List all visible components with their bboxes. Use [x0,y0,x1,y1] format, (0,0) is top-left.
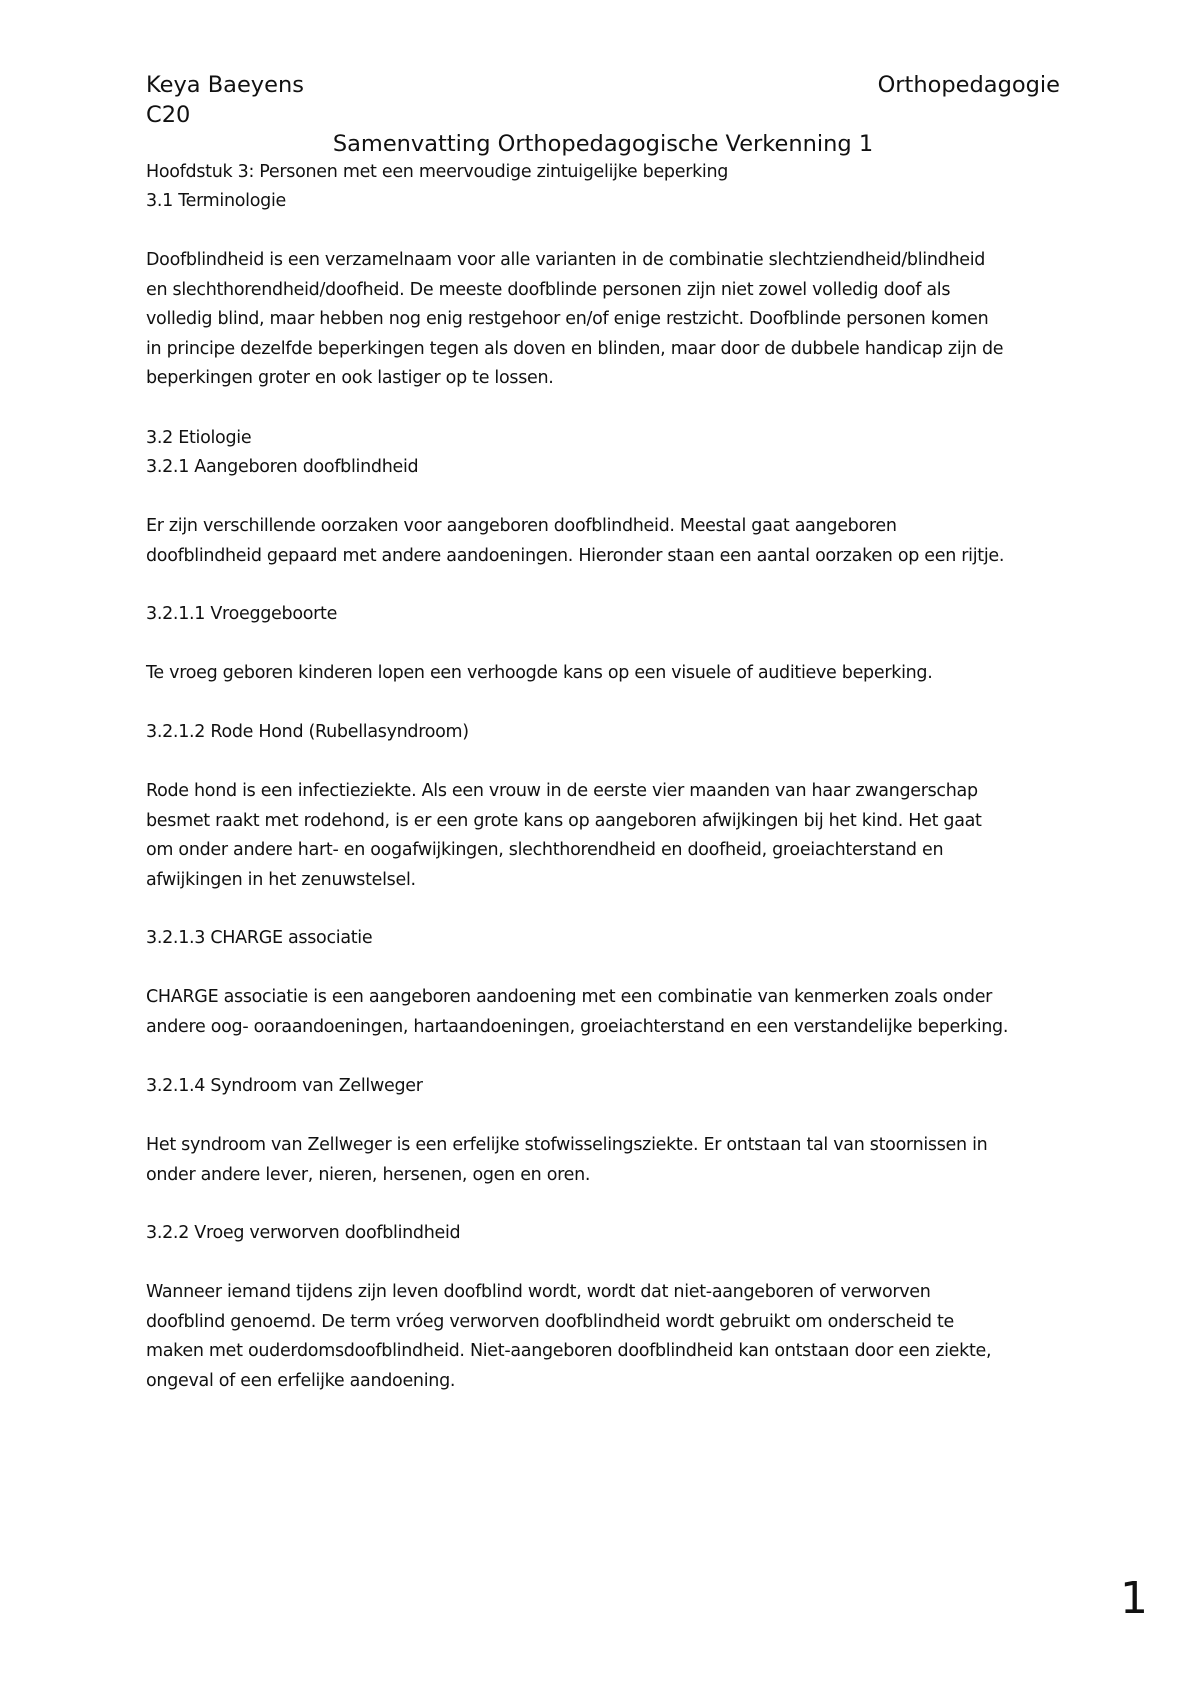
section-heading-3-2-2: 3.2.2 Vroeg verworven doofblindheid [146,1223,461,1243]
text-line: doofblindheid gepaard met andere aandoeningen. Hieronder staan een aantal oorzaken op een rijtje. [146,545,1005,566]
section-heading-3-2-1: 3.2.1 Aangeboren doofblindheid [146,457,419,477]
document-title: Samenvatting Orthopedagogische Verkenning 1 [332,131,874,157]
text-line: maken met ouderdomsdoofblindheid. Niet-aangeboren doofblindheid kan ontstaan door een ziekte, [146,1341,992,1361]
text-line: onder andere lever, nieren, hersenen, ogen en oren. [146,1164,591,1185]
text-line: Te vroeg geboren kinderen lopen een verhoogde kans op een visuele of auditieve beperking. [146,663,933,683]
paragraph-vroeggeboorte [146,659,1076,689]
header-left [146,70,304,130]
page-number: 1 [1120,1573,1148,1624]
text-line: in principe dezelfde beperkingen tegen als doven en blinden, maar door de dubbele handicap zijn de [146,338,1004,359]
class-code: C20 [146,102,191,128]
section-heading-3-2: 3.2 Etiologie [146,428,252,448]
text-line: beperkingen groter en ook lastiger op te lossen. [146,368,554,388]
text-line: andere oog- ooraandoeningen, hartaandoeningen, groeiachterstand en een verstandelijke beperking. [146,1016,1009,1037]
paragraph-rode-hond [146,777,1076,895]
section-heading-3-2-1-2: 3.2.1.2 Rode Hond (Rubellasyndroom) [146,722,469,742]
text-line: Het syndroom van Zellweger is een erfelijke stofwisselingsziekte. Er ontstaan tal van stoornissen in [146,1135,988,1155]
text-line: Wanneer iemand tijdens zijn leven doofblind wordt, wordt dat niet-aangeboren of verworven [146,1282,931,1302]
text-line: Doofblindheid is een verzamelnaam voor alle varianten in de combinatie slechtziendheid/blindheid [146,250,986,270]
section-heading-3-1: 3.1 Terminologie [146,191,286,211]
chapter-heading: Hoofdstuk 3: Personen met een meervoudige zintuigelijke beperking [146,162,729,182]
text-line: Rode hond is een infectieziekte. Als een vrouw in de eerste vier maanden van haar zwangerschap [146,781,978,801]
text-line: ongeval of een erfelijke aandoening. [146,1370,456,1391]
section-heading-3-2-1-1: 3.2.1.1 Vroeggeboorte [146,604,338,624]
text-line: besmet raakt met rodehond, is er een grote kans op aangeboren afwijkingen bij het kind. Het gaat [146,810,982,831]
paragraph-verworven [146,1278,1076,1396]
text-line: afwijkingen in het zenuwstelsel. [146,869,416,890]
paragraph-zellweger [146,1131,1076,1190]
text-line: CHARGE associatie is een aangeboren aandoening met een combinatie van kenmerken zoals onder [146,987,993,1007]
paragraph-charge [146,983,1076,1042]
text-line: om onder andere hart- en oogafwijkingen, slechthorendheid en doofheid, groeiachterstand en [146,840,944,860]
section-heading-3-2-1-3: 3.2.1.3 CHARGE associatie [146,928,373,948]
section-heading-3-2-1-4: 3.2.1.4 Syndroom van Zellweger [146,1076,423,1096]
paragraph-terminologie [146,246,1076,394]
text-line: volledig blind, maar hebben nog enig restgehoor en/of enige restzicht. Doofblinde personen komen [146,309,989,329]
text-line: doofblind genoemd. De term vróeg verworven doofblindheid wordt gebruikt om onderscheid te [146,1311,955,1332]
header-subject: Orthopedagogie [877,72,1060,98]
author-name: Keya Baeyens [146,72,304,98]
text-line: en slechthorendheid/doofheid. De meeste doofblinde personen zijn niet zowel volledig doof als [146,279,951,300]
paragraph-aangeboren [146,512,1076,571]
text-line: Er zijn verschillende oorzaken voor aangeboren doofblindheid. Meestal gaat aangeboren [146,516,897,536]
